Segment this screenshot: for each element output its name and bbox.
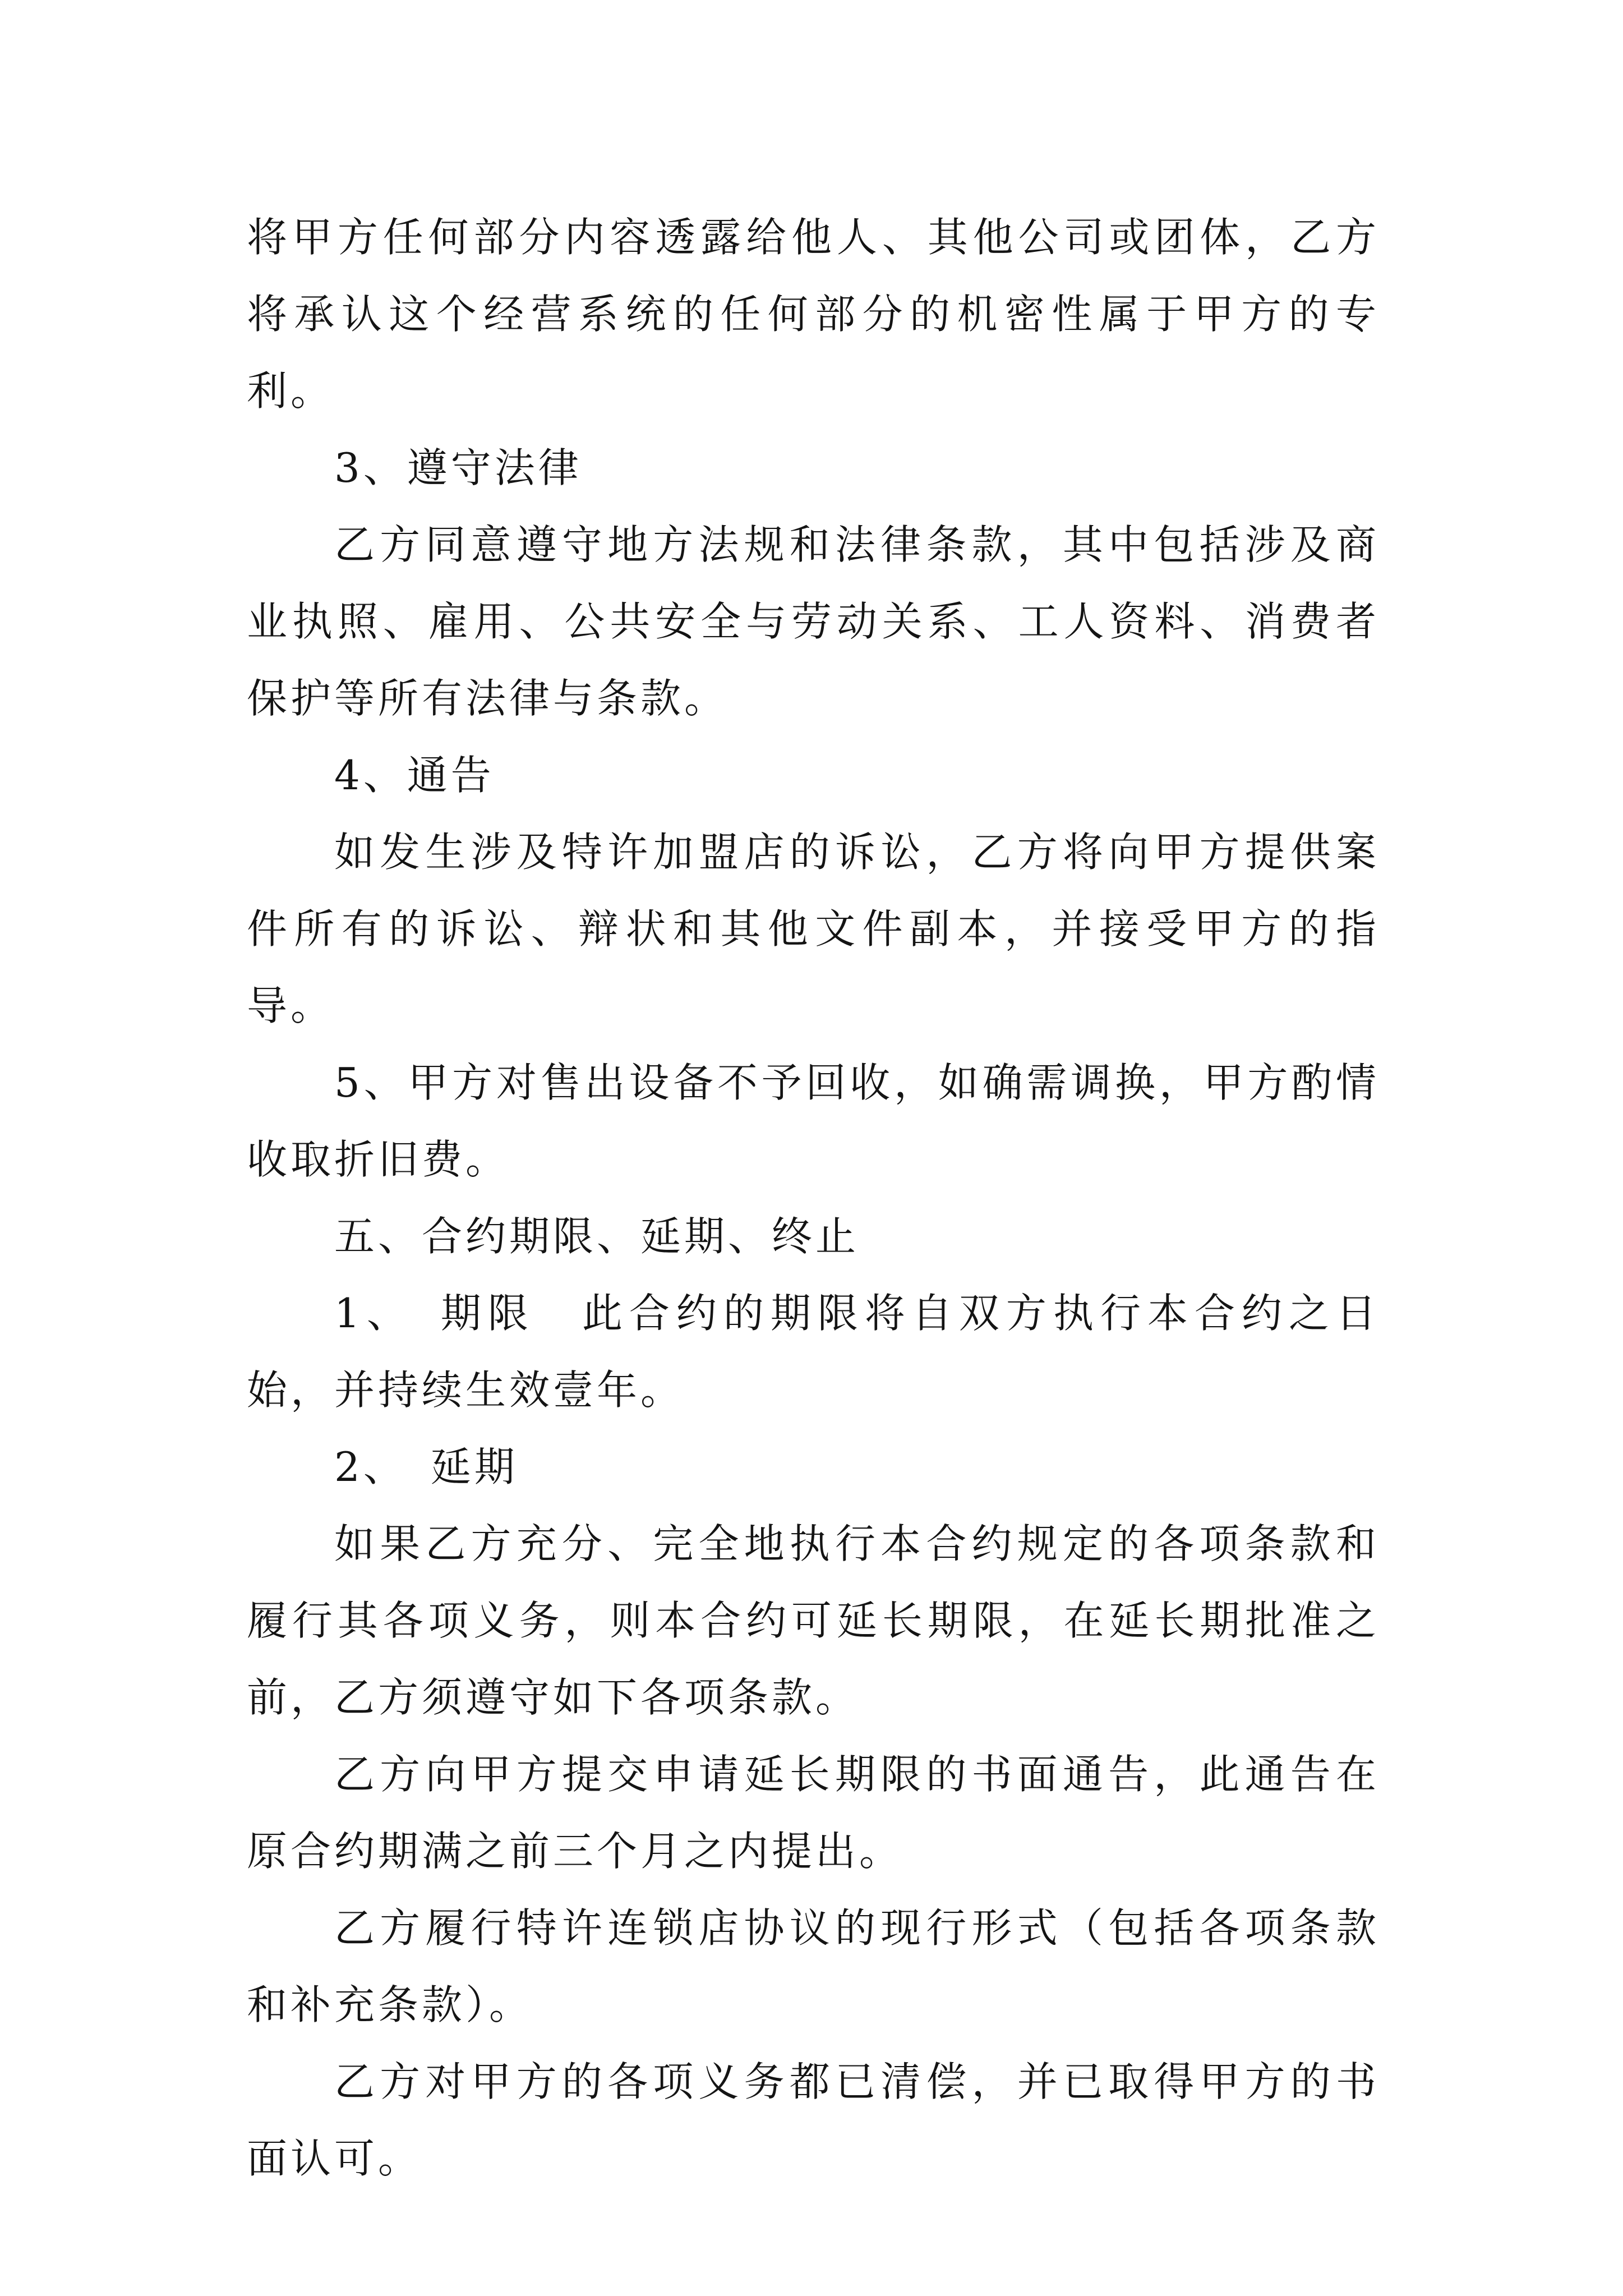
heading-extension: 2、 延期	[334, 1443, 518, 1490]
document-body	[247, 199, 1380, 2197]
paragraph-term-duration: 1、 期限 此合约的期限将自双方执行本合约之日始，并持续生效壹年。	[247, 1290, 1380, 1414]
paragraph-extension-obligations: 乙方对甲方的各项义务都已清偿，并已取得甲方的书面认可。	[247, 2058, 1380, 2182]
paragraph-compliance-with-law: 乙方同意遵守地方法规和法律条款，其中包括涉及商业执照、雇用、公共安全与劳动关系、工人资料、消费者保护等所有法律与条款。	[247, 521, 1380, 722]
paragraph-notice: 如发生涉及特许加盟店的诉讼，乙方将向甲方提供案件所有的诉讼、辩状和其他文件副本，并接受甲方的指导。	[247, 829, 1380, 1029]
paragraph-extension-notice: 乙方向甲方提交申请延长期限的书面通告，此通告在原合约期满之前三个月之内提出。	[247, 1751, 1380, 1875]
section-heading-term: 五、合约期限、延期、终止	[334, 1213, 860, 1260]
paragraph-extension-agreement-form: 乙方履行特许连锁店协议的现行形式（包括各项条款和补充条款）。	[247, 1904, 1380, 2028]
heading-compliance-with-law: 3、遵守法律	[334, 444, 582, 491]
heading-notice: 4、通告	[334, 752, 495, 799]
paragraph-extension-conditions: 如果乙方充分、完全地执行本合约规定的各项条款和履行其各项义务，则本合约可延长期限，在延长期批准之前，乙方须遵守如下各项条款。	[247, 1520, 1380, 1721]
paragraph-confidentiality-continued: 将甲方任何部分内容透露给他人、其他公司或团体，乙方将承认这个经营系统的任何部分的机密性属于甲方的专利。	[247, 214, 1380, 415]
paragraph-equipment-return: 5、甲方对售出设备不予回收，如确需调换，甲方酌情收取折旧费。	[247, 1059, 1380, 1183]
